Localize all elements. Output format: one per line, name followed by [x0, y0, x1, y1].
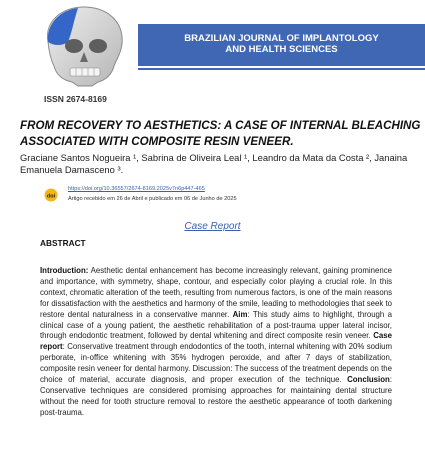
journal-banner	[138, 24, 425, 66]
authors-line-1: Graciane Santos Nogueira ¹, Sabrina de Oliveira Leal ¹, Leandro da Mata da Costa ², Janaina	[20, 152, 408, 163]
aim-text: : This study aims to highlight, through a clinical case of a young patient, the aesthetic rehabilitation of a post-trauma upper lateral incisor, through endodontic treatment, followed by dental whitening and direct composite resin veneer.	[40, 309, 392, 341]
authors-line-2: Emanuela Damasceno ³.	[20, 164, 124, 175]
journal-name-line1: BRAZILIAN JOURNAL OF IMPLANTOLOGY	[184, 33, 379, 44]
case-report-text: : Conservative treatment through endodontics of the tooth, internal whitening with 20% sodium perborate, in-office whitening with 35% hydrogen peroxide, and after 7 days of stabilization, composite resin veneer for dental harmony. Discussion: The success of the treatment depends on the choice of material, accurate diagnosis, and proper execution of the technique.	[40, 342, 392, 385]
intro-text: Aesthetic dental enhancement has become increasingly relevant, gaining prominence and importance, with symmetry, shape, contour, and especially color playing a crucial role. In this context, chromatic alteration of the teeth, resulting from numerous factors, is one of the main reasons for dissatisfaction with the aesthetics and harmony of the smile, leading to methodologies that seek to restore dental naturalness in a conservative manner.	[40, 266, 392, 319]
author-list	[20, 152, 407, 176]
banner-divider	[138, 68, 425, 70]
abstract-heading: ABSTRACT	[40, 238, 86, 248]
intro-label: Introduction:	[40, 266, 89, 275]
issn-label: ISSN 2674-8169	[44, 94, 107, 104]
journal-header	[0, 0, 425, 110]
title-line-2: ASSOCIATED WITH COMPOSITE RESIN VENEER.	[20, 135, 294, 148]
article-title	[20, 118, 425, 150]
skull-logo-icon	[34, 2, 132, 90]
abstract-body	[40, 266, 392, 419]
journal-name-line2: AND HEALTH SCIENCES	[225, 44, 338, 55]
article-type-link[interactable]: Case Report	[184, 221, 241, 232]
received-published-date: Artigo recebido em 26 de Abril e publicado em 06 de Junho de 2025	[68, 196, 237, 202]
doi-link[interactable]: https://doi.org/10.36557/2674-8169.2025v7n6p447-465	[68, 186, 205, 192]
doi-badge-icon	[44, 188, 58, 202]
svg-text:doi: doi	[46, 193, 56, 200]
conclusion-label: Conclusion	[347, 375, 390, 385]
title-line-1: FROM RECOVERY TO AESTHETICS: A CASE OF INTERNAL BLEACHING	[20, 119, 421, 132]
aim-label: Aim	[232, 309, 248, 319]
conclusion-text: : Conservative techniques are considered promising approaches for maintaining dental structure without the need for tooth structure removal to restore the aesthetic appearance of tooth darkening post-trauma.	[40, 375, 392, 417]
case-report-label: Case report	[40, 331, 392, 352]
